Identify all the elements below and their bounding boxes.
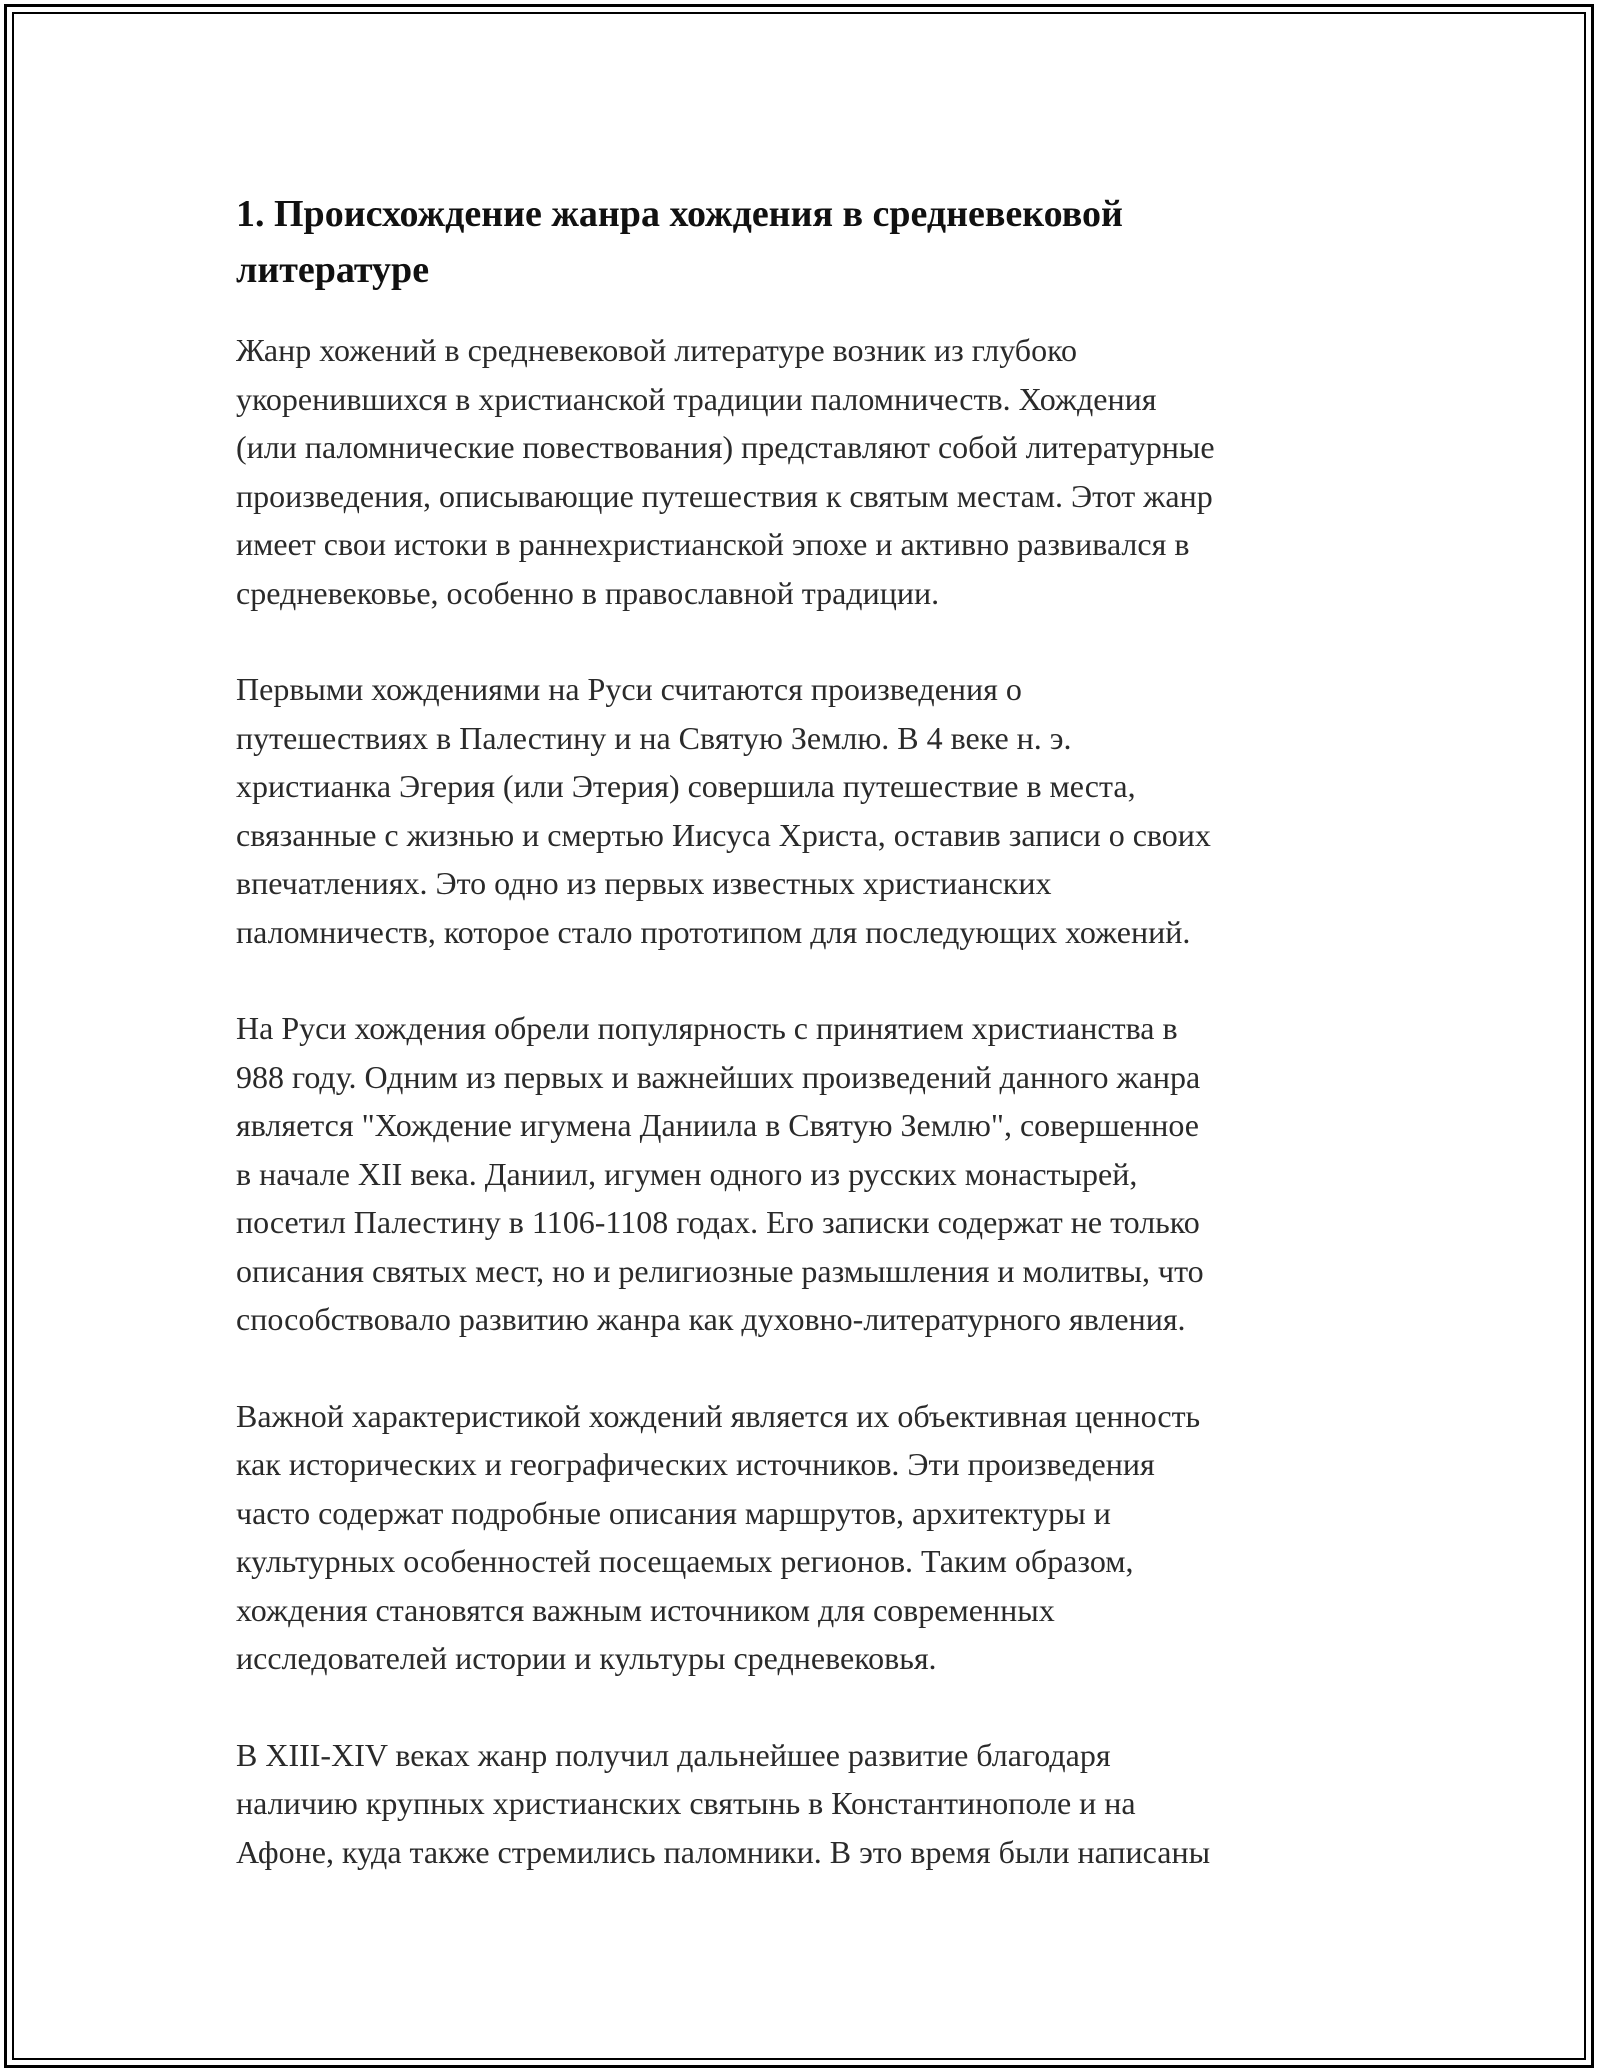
paragraph-first-pilgrimages: Первыми хождениями на Руси считаются произведения о путешествиях в Палестину и на Святую Землю. В 4 веке н. э. христианка Эгерия (или Этерия) совершила путешествие в места, связанные с жизнью и смертью Иисуса Христа, оставив записи о своих впечатлениях. Это одно из первых известных христианских паломничеств, которое стало прототипом для последующих хожений. xyxy=(236,671,1211,950)
paragraph-genre-origins: Жанр хожений в средневековой литературе возник из глубоко укоренившихся в христианской традиции паломничеств. Хождения (или паломнические повествования) представляют собой литературные произведения, описывающие путешествия к святым местам. Этот жанр имеет свои истоки в раннехристианской эпохе и активно развивался в средневековье, особенно в православной традиции. xyxy=(236,332,1215,611)
paragraph-13-14-centuries: В XIII-XIV веках жанр получил дальнейшее развитие благодаря наличию крупных христианских святынь в Константинополе и на Афоне, куда также стремились паломники. В это время были написаны xyxy=(236,1736,1211,1870)
paragraph-rus-popularity: На Руси хождения обрели популярность с принятием христианства в 988 году. Одним из первых и важнейших произведений данного жанра является "Хождение игумена Даниила в Святую Землю", совершенное в начале XII века. Даниил, игумен одного из русских монастырей, посетил Палестину в 1106-1108 годах. Его записки содержат не только описания святых мест, но и религиозные размышления и молитвы, что способствовало развитию жанра как духовно-литературного явления. xyxy=(236,1010,1204,1337)
document-body xyxy=(236,186,1366,1924)
paragraph-historical-value: Важной характеристикой хождений является их объективная ценность как исторических и географических источников. Эти произведения часто содержат подробные описания маршрутов, архитектуры и культурных особенностей посещаемых регионов. Таким образом, хождения становятся важным источником для современных исследователей истории и культуры средневековья. xyxy=(236,1397,1201,1676)
section-heading: 1. Происхождение жанра хождения в средневековой литературе xyxy=(236,193,1123,291)
